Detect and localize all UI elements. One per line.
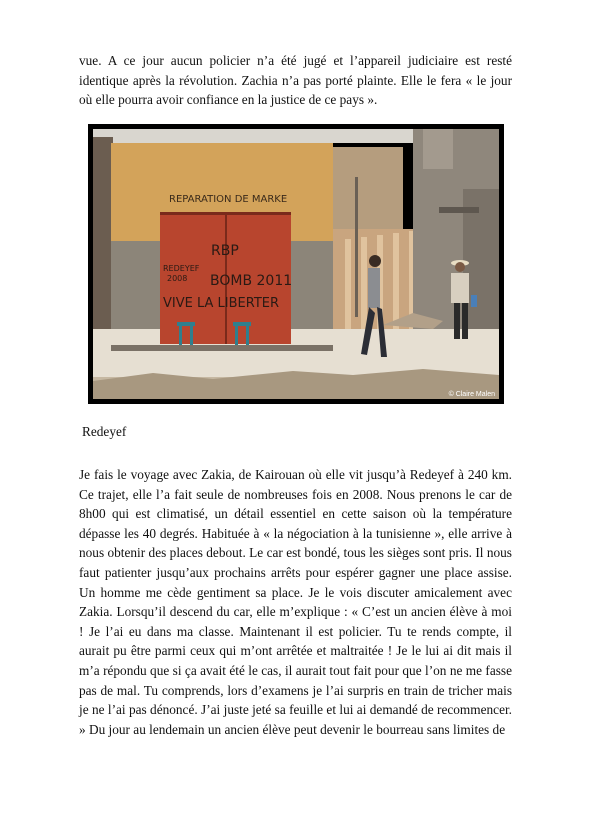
street-scene-illustration: [93, 129, 499, 399]
graffiti-small-2: 2008: [167, 274, 188, 283]
intro-paragraph: vue. A ce jour aucun policier n’a été jugé et l’appareil judiciaire est resté identique après la révolution. Zachia n’a pas porté plainte. Elle le fera « le jour où elle pourra avoir confiance en la justice de ce pays ».: [79, 53, 512, 108]
graffiti-text-2: BOMB 2011: [210, 273, 293, 289]
graffiti-text-3: VIVE LA LIBERTER: [163, 296, 280, 311]
photo-credit: © Claire Malen: [448, 391, 495, 398]
story-paragraph: Je fais le voyage avec Zakia, de Kairouan où elle vit jusqu’à Redeyef à 240 km. Ce trajet, elle l’a fait seule de nombreuses fois en 2008. Nous prenons le car de 8h00 qui est climatisé, un détail essentiel en cette saison où la température dépasse les 40 degrés. Habituée à « la négociation à la tunisienne », elle arrive à nous obtenir des places debout. Le car est bondé, tous les sièges sont pris. Il nous faut patienter jusqu’aux prochains arrêts pour espérer gagner une place assise. Un homme me cède gentiment sa place. Je le vois discuter amicalement avec Zakia. Lorsqu’il descend du car, elle m’explique : « C’est un ancien élève à moi ! Je l’ai eu dans ma classe. Maintenant il est policier. Tu te rends compte, il aurait pu être parmi ceux qui m’ont arrêtée et maltraitée ! Je le lui ai dit mais il m’a répondu que si ça avait été le cas, il aurait tout fait pour que l’on ne me fasse pas de mal. Tu comprends, lors d’examens je l’ai surpris en train de tricher mais je ne l’ai pas dénoncé. J’ai juste jeté sa feuille et lui ai demandé de recommencer. » Du jour au lendemain un ancien élève peut devenir le bourreau sans limites de: [79, 467, 512, 737]
photo-caption: Redeyef: [82, 424, 127, 439]
graffiti-small-1: REDEYEF: [163, 264, 200, 273]
street-photo: [88, 124, 504, 404]
graffiti-text-1: RBP: [211, 243, 239, 259]
shop-sign-text: REPARATION DE MARKE: [169, 194, 288, 205]
